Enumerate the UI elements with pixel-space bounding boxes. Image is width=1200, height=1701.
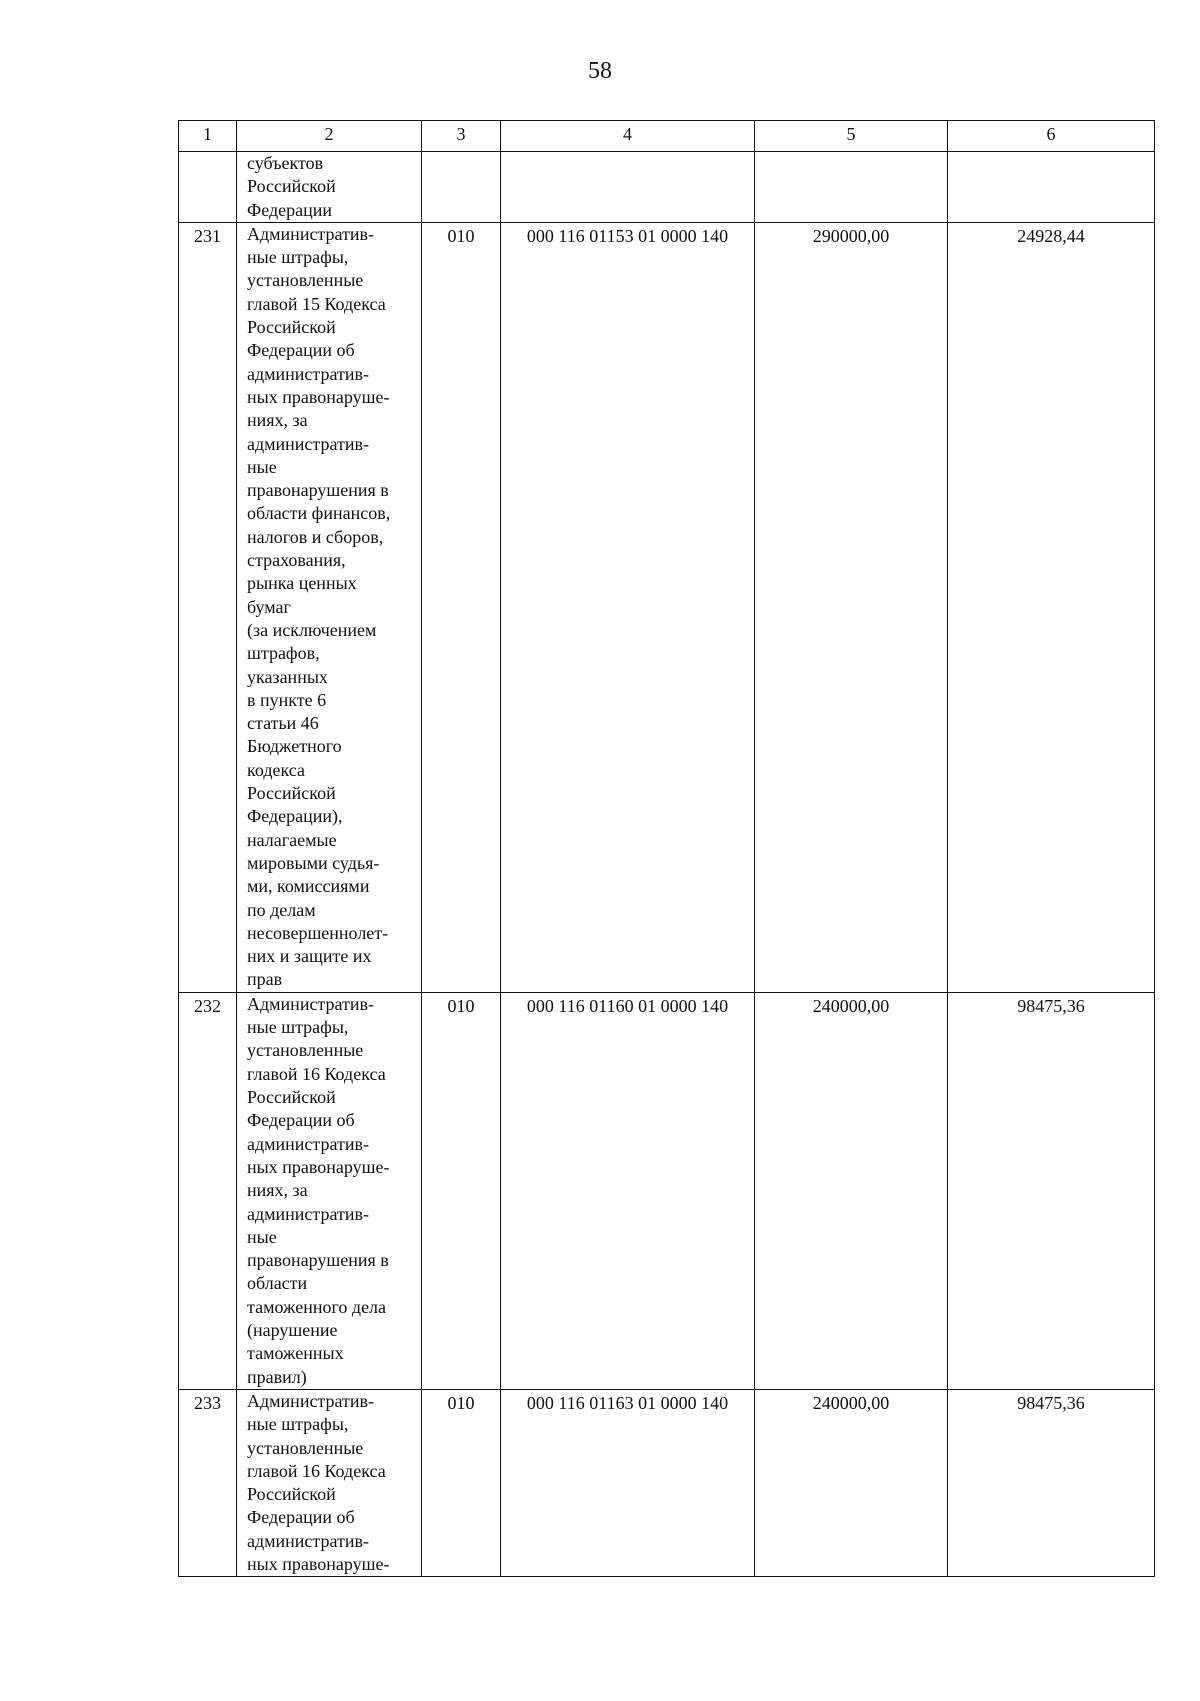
row-name-line: главой 15 Кодекса: [247, 293, 386, 314]
row-amount-cell: [755, 152, 948, 223]
row-name-line: (за исключением: [247, 619, 377, 640]
row-name-line: указанных: [247, 666, 328, 687]
row-name-line: мировыми судья-: [247, 852, 380, 873]
row-name-line: статьи 46: [247, 713, 319, 734]
row-name-line: Российской: [247, 783, 336, 804]
row-name-line: ных правонаруше-: [247, 1554, 390, 1575]
column-header: 6: [948, 121, 1155, 152]
row-name-line: Федерации об: [247, 340, 355, 361]
row-name-line: Российской: [247, 176, 336, 197]
budget-table: [178, 120, 1155, 1577]
page-number: 58: [588, 58, 612, 84]
row-name-line: ных правонаруше-: [247, 386, 390, 407]
row-name-line: административ-: [247, 1133, 370, 1154]
row-kbk-cell: 000 116 01160 01 0000 140: [501, 992, 755, 1389]
row-amount-cell: 240000,00: [755, 992, 948, 1389]
column-header: 4: [501, 121, 755, 152]
row-name-line: правил): [247, 1366, 307, 1387]
row-executed-cell: 98475,36: [948, 1389, 1155, 1576]
table-row: [179, 152, 1155, 223]
row-name-line: Российской: [247, 1087, 336, 1108]
row-name-line: ми, комиссиями: [247, 876, 370, 897]
row-name-cell: [237, 1389, 422, 1576]
row-name-line: ниях, за: [247, 1180, 308, 1201]
row-name-line: бумаг: [247, 596, 291, 617]
row-number-cell: 231: [179, 222, 237, 992]
row-name-line: по делам: [247, 899, 316, 920]
row-name-line: Административ-: [247, 993, 375, 1014]
row-amount-cell: 240000,00: [755, 1389, 948, 1576]
row-code-cell: [422, 152, 501, 223]
row-name-line: субъектов: [247, 153, 324, 173]
row-name-line: Административ-: [247, 1390, 375, 1411]
row-number-cell: [179, 152, 237, 223]
row-name-line: таможенного дела: [247, 1296, 387, 1317]
row-name-line: правонарушения в: [247, 1250, 389, 1271]
row-name-line: таможенных: [247, 1343, 344, 1364]
row-name-line: установленные: [247, 1437, 364, 1458]
row-name-line: прав: [247, 969, 283, 990]
row-name-line: Российской: [247, 1484, 336, 1505]
row-name-line: установленные: [247, 1040, 364, 1061]
row-name-line: правонарушения в: [247, 480, 389, 501]
table-row: [179, 222, 1155, 992]
row-name-line: в пункте 6: [247, 689, 327, 710]
row-name-line: ных правонаруше-: [247, 1156, 390, 1177]
row-name-line: Федерации),: [247, 806, 343, 827]
row-name-line: страхования,: [247, 550, 346, 571]
row-name-line: Российской: [247, 317, 336, 338]
table-row: [179, 1389, 1155, 1576]
row-name-line: ные штрафы,: [247, 247, 349, 268]
row-name-line: ные: [247, 456, 277, 477]
row-name-line: области финансов,: [247, 503, 391, 524]
row-kbk-cell: 000 116 01163 01 0000 140: [501, 1389, 755, 1576]
row-name-line: главой 16 Кодекса: [247, 1460, 386, 1481]
row-code-cell: 010: [422, 1389, 501, 1576]
row-number-cell: 233: [179, 1389, 237, 1576]
row-name-line: административ-: [247, 363, 370, 384]
row-name-line: ниях, за: [247, 410, 308, 431]
row-name-line: несовершеннолет-: [247, 922, 389, 943]
row-name-line: области: [247, 1273, 308, 1294]
row-name-line: главой 16 Кодекса: [247, 1063, 386, 1084]
column-header: 3: [422, 121, 501, 152]
row-name-cell: [237, 152, 422, 223]
row-name-line: административ-: [247, 1203, 370, 1224]
row-name-line: штрафов,: [247, 643, 320, 664]
row-executed-cell: [948, 152, 1155, 223]
row-name-line: рынка ценных: [247, 573, 357, 594]
row-name-line: ные штрафы,: [247, 1414, 349, 1435]
table-row: [179, 992, 1155, 1389]
row-name-line: ные штрафы,: [247, 1017, 349, 1038]
row-name-line: Федерации об: [247, 1110, 355, 1131]
column-header: 1: [179, 121, 237, 152]
row-name-line: Административ-: [247, 223, 375, 244]
row-name-line: установленные: [247, 270, 364, 291]
row-number-cell: 232: [179, 992, 237, 1389]
row-name-line: них и защите их: [247, 946, 372, 967]
row-name-line: административ-: [247, 1530, 370, 1551]
row-name-line: Бюджетного: [247, 736, 342, 757]
column-header: 2: [237, 121, 422, 152]
row-name-line: административ-: [247, 433, 370, 454]
row-name-line: (нарушение: [247, 1320, 338, 1341]
row-executed-cell: 98475,36: [948, 992, 1155, 1389]
row-code-cell: 010: [422, 992, 501, 1389]
row-kbk-cell: 000 116 01153 01 0000 140: [501, 222, 755, 992]
row-name-line: ные: [247, 1226, 277, 1247]
table-header-row: [179, 121, 1155, 152]
row-amount-cell: 290000,00: [755, 222, 948, 992]
row-name-line: Федерации об: [247, 1507, 355, 1528]
row-code-cell: 010: [422, 222, 501, 992]
row-name-cell: [237, 222, 422, 992]
row-kbk-cell: [501, 152, 755, 223]
row-name-cell: [237, 992, 422, 1389]
row-executed-cell: 24928,44: [948, 222, 1155, 992]
row-name-line: налогов и сборов,: [247, 526, 384, 547]
row-name-line: налагаемые: [247, 829, 337, 850]
row-name-line: Федерации: [247, 199, 333, 220]
column-header: 5: [755, 121, 948, 152]
row-name-line: кодекса: [247, 759, 305, 780]
